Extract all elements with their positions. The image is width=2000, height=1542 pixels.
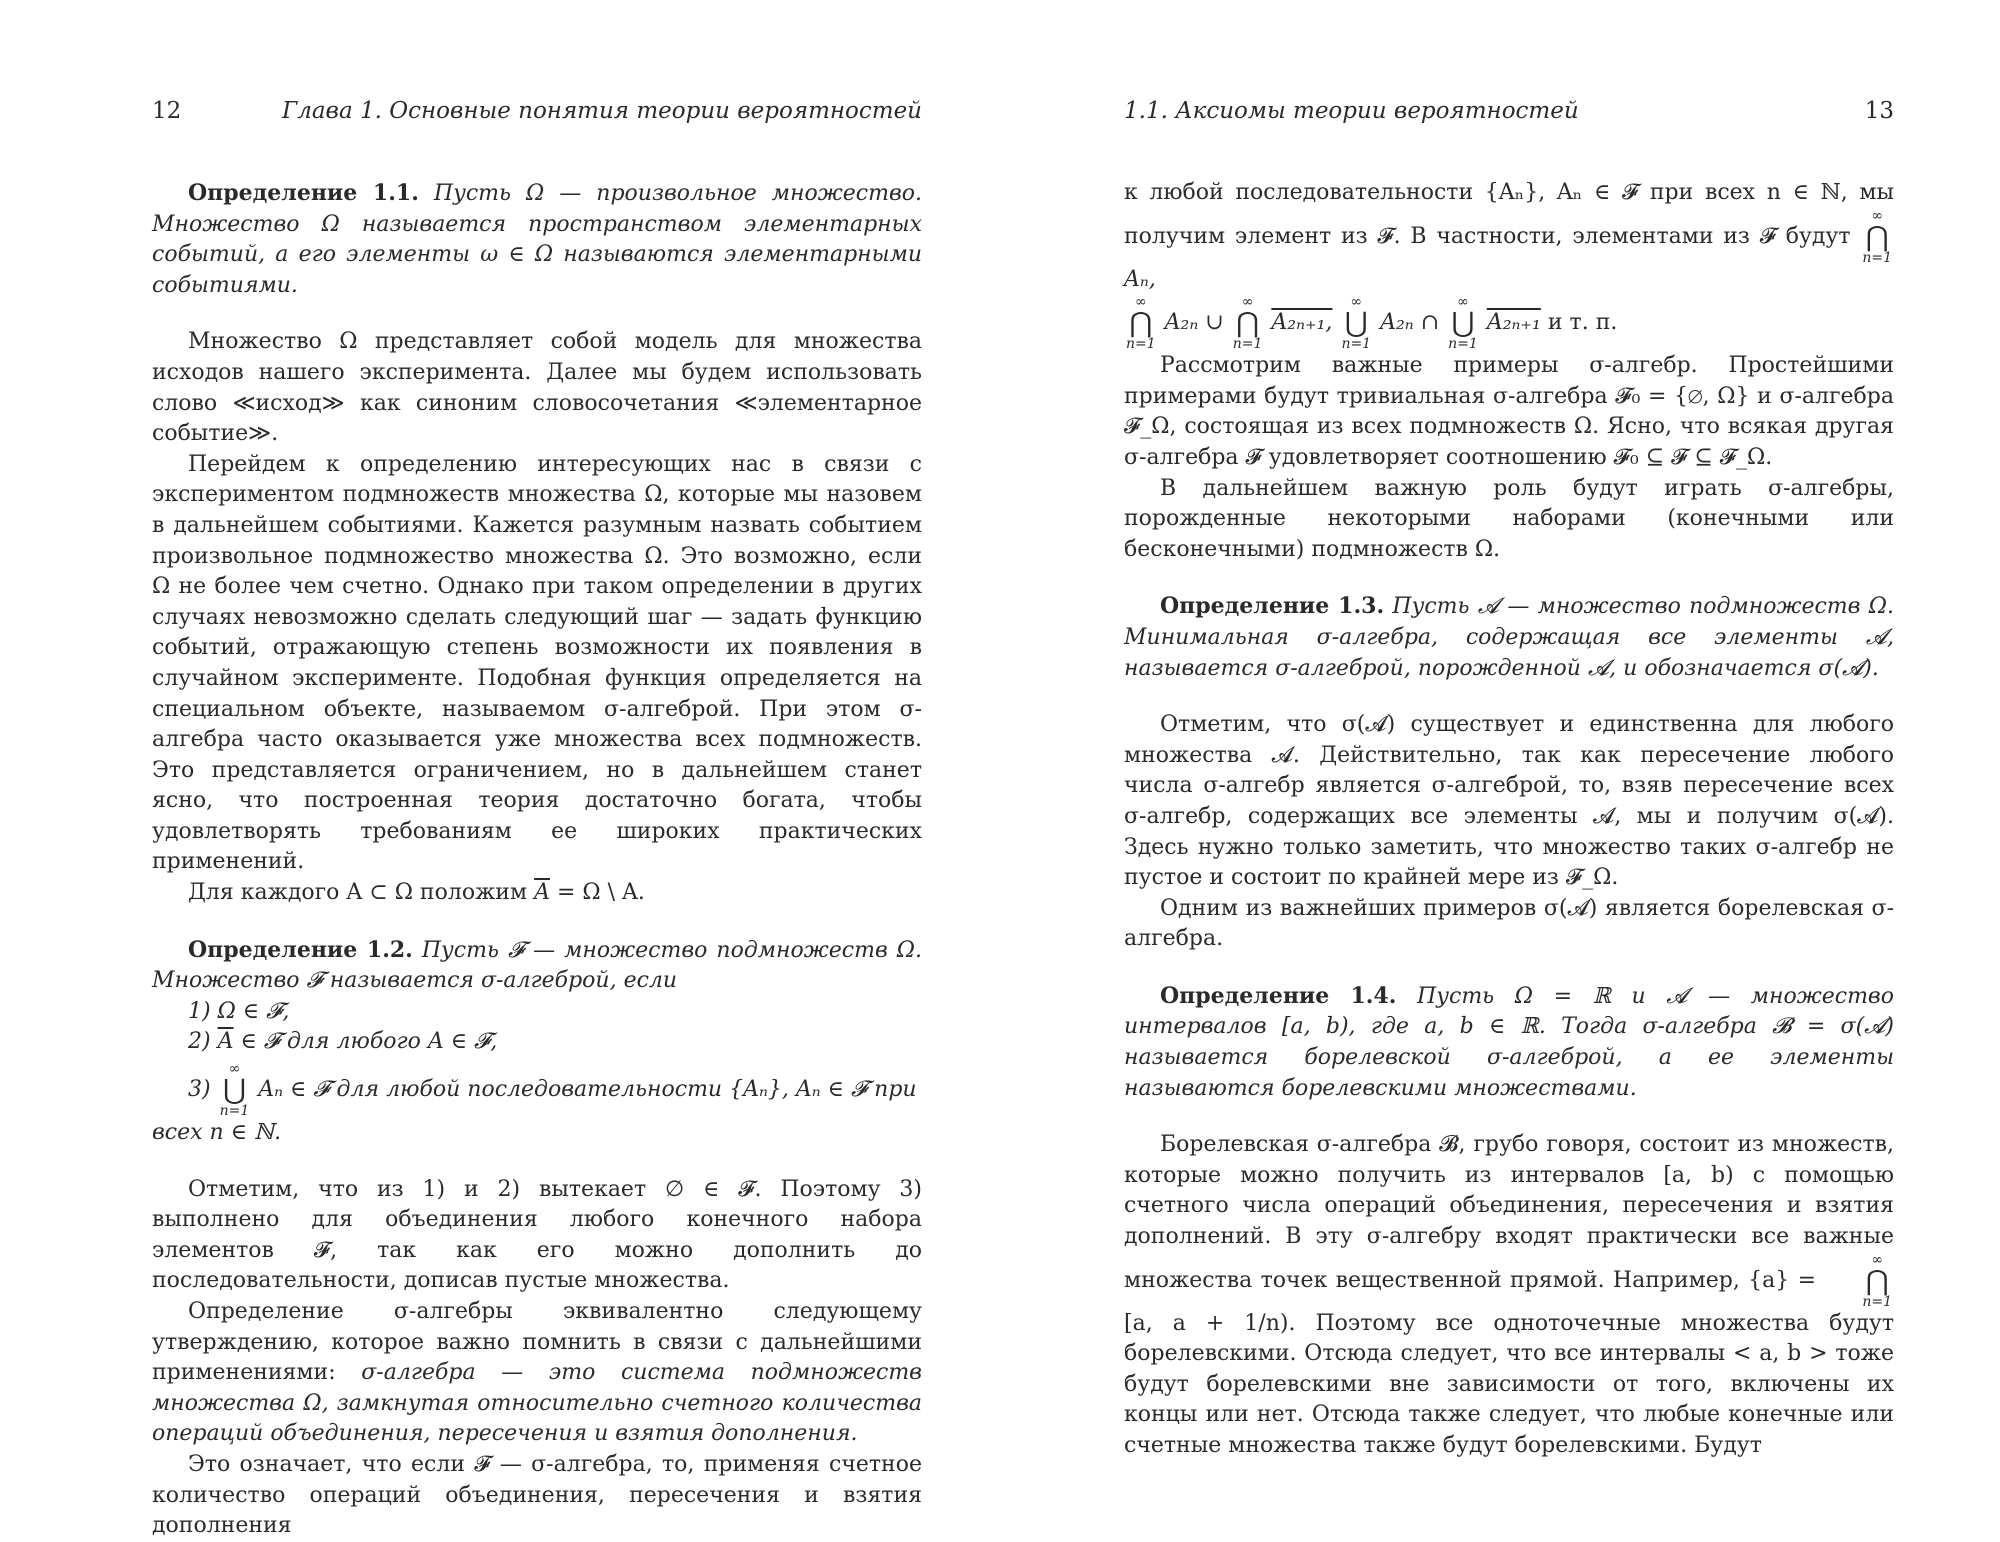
text: к любой последовательности {Aₙ}, Aₙ ∈ 𝓕 при всех n ∈ ℕ, мы получим элемент из 𝓕. В частности, элементами из 𝓕 будут xyxy=(1124,180,1894,249)
definition-1-2 xyxy=(152,935,922,997)
definition-body: Пусть 𝓕 — множество подмножеств Ω. Множество 𝓕 называется σ-алгеброй, если xyxy=(152,937,922,994)
union-icon: ⋃ xyxy=(1451,306,1475,340)
text: Aₙ ∈ 𝓕 для любой последовательности {Aₙ}, Aₙ ∈ 𝓕 при xyxy=(258,1077,917,1103)
upper-limit: ∞ xyxy=(1457,294,1469,311)
paragraph: Перейдем к определению интересующих нас в связи с экспериментом подмножеств множества Ω, которые мы назовем в дальнейшем событиями. Кажется разумным назвать событием произвольное подмножество множества Ω. Это возможно, если Ω не более чем счетно. Однако при таком определении в других случаях невозможно сделать следующий шаг — задать функцию событий, отражающую степень возможности их появления в случайном эксперименте. Подобная функция определяется на специальном объекте, называемом σ-алгеброй. При этом σ-алгебра часто оказывается уже множества всех подмножеств. Это представляется ограничением, но в дальнейшем станет ясно, что построенная теория достаточно богата, чтобы удовлетворять требованиям ее широких практических применений. xyxy=(152,451,922,875)
intersection-operator xyxy=(1126,295,1156,351)
text: 2) xyxy=(188,1029,218,1055)
text: [a, a + 1/n). Поэтому все одноточечные множества будут борелевскими. Отсюда следует, что все интервалы < a, b > тоже будут борелевскими вне зависимости от того, включены их концы или нет. Отсюда также следует, что любые конечные или счетные множества также будут борелевскими. Будут xyxy=(1124,1310,1894,1458)
paragraph: Отметим, что σ(𝓐) существует и единственна для любого множества 𝓐. Действительно, так как пересечение любого числа σ-алгебр является σ-алгеброй, то, взяв пересечение всех σ-алгебр, содержащих все элементы 𝓐, мы и получим σ(𝓐). Здесь нужно только заметить, что множество таких σ-алгебр не пустое и состоит по крайней мере из 𝓕_Ω. xyxy=(1124,712,1894,891)
formula-line xyxy=(1124,295,1894,351)
upper-limit: ∞ xyxy=(1871,1251,1883,1268)
paragraph: Рассмотрим важные примеры σ-алгебр. Простейшими примерами будут тривиальная σ-алгебра 𝓕₀ = {∅, Ω} и σ-алгебра 𝓕_Ω, состоящая из всех подмножеств Ω. Ясно, что всякая другая σ-алгебра 𝓕 удовлетворяет соотношению 𝓕₀ ⊆ 𝓕 ⊆ 𝓕_Ω. xyxy=(1124,353,1894,470)
definition-1-1 xyxy=(152,178,922,301)
upper-limit: ∞ xyxy=(1241,294,1254,311)
intersection-operator xyxy=(1826,1253,1892,1309)
text: 3) xyxy=(188,1077,211,1103)
lower-limit: n=1 xyxy=(1126,336,1156,353)
formula-term: A₂ₙ₊₁, xyxy=(1271,310,1333,336)
left-page xyxy=(152,96,922,1542)
right-page xyxy=(1124,96,1894,1462)
definition-label: Определение 1.3. xyxy=(1160,593,1385,620)
upper-limit: ∞ xyxy=(1134,294,1147,311)
lower-limit: n=1 xyxy=(1862,249,1893,266)
intersection-icon: ⋂ xyxy=(1865,1263,1889,1297)
definition-item: всех n ∈ ℕ. xyxy=(152,1120,282,1146)
intersection-operator xyxy=(1862,209,1892,265)
definition-item: 1) Ω ∈ 𝓕, xyxy=(188,998,290,1024)
definition-item xyxy=(152,1027,922,1058)
definition-1-3 xyxy=(1124,591,1894,684)
paragraph: Отметим, что из 1) и 2) вытекает ∅ ∈ 𝓕. Поэтому 3) выполнено для объединения любого конечного набора элементов 𝓕, так как его можно дополнить до последовательности, дописав пустые множества. xyxy=(152,1176,922,1294)
complement-symbol: $\overline{A}$ xyxy=(217,1029,234,1055)
text: и т. п. xyxy=(1547,310,1618,336)
emphasized-text: σ-алгебра — это система подмножеств множества Ω, замкнутая относительно счетного количества операций объединения, пересечения и взятия дополнения. xyxy=(152,1360,922,1447)
union-icon: ⋃ xyxy=(222,1073,246,1107)
paragraph: В дальнейшем важную роль будут играть σ-алгебры, порожденные некоторыми наборами (конечными или бесконечными) подмножеств Ω. xyxy=(1124,475,1894,562)
upper-limit: ∞ xyxy=(1871,207,1884,224)
upper-limit: ∞ xyxy=(1350,294,1363,311)
intersection-icon: ⋂ xyxy=(1129,306,1153,340)
lower-limit: n=1 xyxy=(1862,1293,1892,1310)
definition-body: Пусть Ω — произвольное множество. Множество Ω называется пространством элементарных событий, а его элементы ω ∈ Ω называются элементарными событиями. xyxy=(152,181,923,298)
upper-limit: ∞ xyxy=(228,1061,241,1078)
definition-label: Определение 1.1. xyxy=(188,180,419,206)
paragraph: Это означает, что если 𝓕 — σ-алгебра, то, применяя счетное количество операций объединения, пересечения и взятия дополнения xyxy=(152,1451,922,1539)
text: Борелевская σ-алгебра 𝓑, грубо говоря, состоит из множеств, которые можно получить из интервалов [a, b) с помощью счетного числа операций объединения, пересечения и взятия дополнений. В эту σ-алгебру входят практически все важные множества точек вещественной прямой. Например, {a} = xyxy=(1124,1132,1894,1293)
right-page-header xyxy=(1124,96,1894,132)
definition-item xyxy=(152,1062,922,1118)
intersection-icon: ⋂ xyxy=(1236,306,1260,340)
definition-body: Пусть Ω = ℝ и 𝓐 — множество интервалов [a, b), где a, b ∈ ℝ. Тогда σ-алгебра 𝓑 = σ(𝓐) называется борелевской σ-алгеброй, а ее элементы называются борелевскими множествами. xyxy=(1124,983,1894,1101)
formula-term: Aₙ, xyxy=(1124,266,1156,292)
running-head: Глава 1. Основные понятия теории вероятностей xyxy=(281,98,922,124)
union-icon: ⋃ xyxy=(1344,306,1368,340)
paragraph: Одним из важнейших примеров σ(𝓐) является борелевская σ-алгебра. xyxy=(1124,895,1894,952)
text: = Ω \ A. xyxy=(549,880,645,906)
definition-label: Определение 1.4. xyxy=(1160,982,1397,1009)
paragraph xyxy=(1124,178,1894,295)
formula-term: A₂ₙ ∪ xyxy=(1164,310,1224,336)
lower-limit: n=1 xyxy=(1448,336,1478,353)
complement-symbol: $\overline{A}$ xyxy=(534,880,550,906)
lower-limit: n=1 xyxy=(219,1103,250,1120)
text: Для каждого A ⊂ Ω положим xyxy=(188,880,535,906)
page-number: 12 xyxy=(152,98,182,124)
intersection-operator xyxy=(1233,295,1263,351)
text: Определение σ-алгебры эквивалентно следующему утверждению, которое важно помнить в связи с дальнейшими применениями: xyxy=(152,1299,922,1386)
left-page-header xyxy=(152,96,922,132)
paragraph xyxy=(1124,1130,1894,1461)
formula-term: A₂ₙ₊₁ xyxy=(1486,310,1541,336)
formula-term: A₂ₙ ∩ xyxy=(1380,310,1440,336)
paragraph xyxy=(152,1297,922,1450)
paragraph: Множество Ω представляет собой модель для множества исходов нашего эксперимента. Далее мы будем использовать слово ≪исход≫ как синоним словосочетания ≪элементарное событие≫. xyxy=(152,329,922,447)
lower-limit: n=1 xyxy=(1232,336,1263,353)
running-head: 1.1. Аксиомы теории вероятностей xyxy=(1124,98,1579,124)
page-number: 13 xyxy=(1864,98,1894,124)
text: ∈ 𝓕 для любого A ∈ 𝓕, xyxy=(233,1029,498,1055)
paragraph xyxy=(152,878,922,909)
definition-label: Определение 1.2. xyxy=(188,936,413,963)
definition-1-4 xyxy=(1124,981,1894,1104)
union-operator xyxy=(1448,295,1478,351)
intersection-icon: ⋂ xyxy=(1865,219,1889,253)
definition-body: Пусть 𝓐 — множество подмножеств Ω. Минимальная σ-алгебра, содержащая все элементы 𝓐, называется σ-алгеброй, порожденной 𝓐, и обозначается σ(𝓐). xyxy=(1124,594,1894,681)
union-operator xyxy=(220,1062,250,1118)
union-operator xyxy=(1341,295,1371,351)
lower-limit: n=1 xyxy=(1341,336,1372,353)
